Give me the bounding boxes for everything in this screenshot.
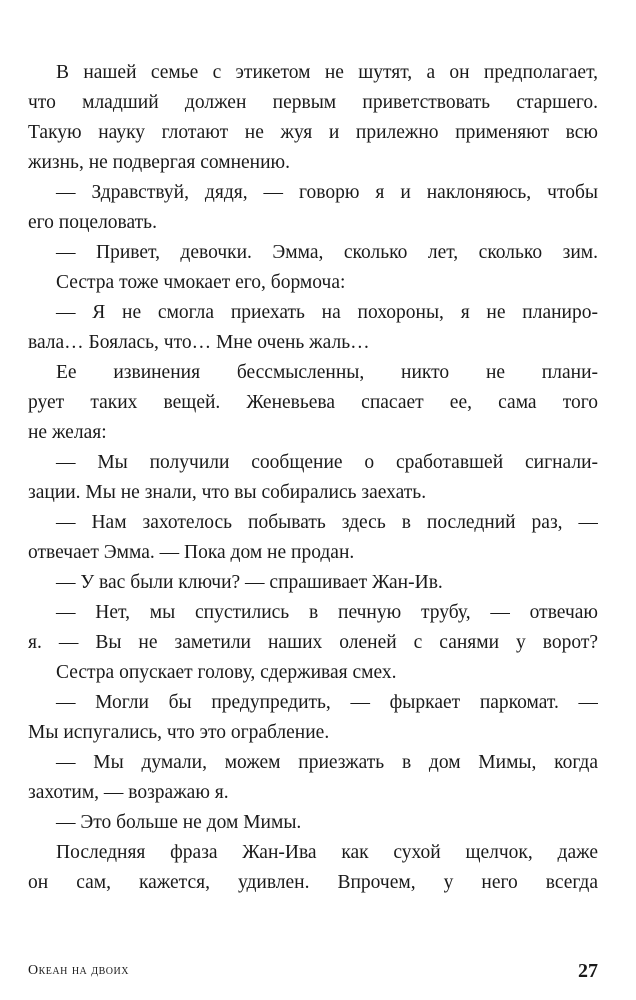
text-line: что младший должен первым приветствовать старшего. xyxy=(28,92,598,113)
text-line: вала… Боялась, что… Мне очень жаль… xyxy=(28,332,370,353)
text-line: — Могли бы предупредить, — фыркает паркомат. — xyxy=(56,692,598,713)
text-line: Сестра тоже чмокает его, бормоча: xyxy=(56,272,346,293)
text-line: — Я не смогла приехать на похороны, я не планиро- xyxy=(56,302,598,323)
text-line: он сам, кажется, удивлен. Впрочем, у него всегда xyxy=(28,872,598,893)
text-line: захотим, — возражаю я. xyxy=(28,782,229,803)
body-text xyxy=(28,58,598,898)
text-line: не желая: xyxy=(28,422,107,443)
text-line: я. — Вы не заметили наших оленей с санями у ворот? xyxy=(28,632,598,653)
text-line: — Здравствуй, дядя, — говорю я и наклоняюсь, чтобы xyxy=(56,182,598,203)
text-line: Сестра опускает голову, сдерживая смех. xyxy=(56,662,397,683)
text-line: Мы испугались, что это ограбление. xyxy=(28,722,330,743)
text-line: — Мы получили сообщение о сработавшей сигнали- xyxy=(56,452,598,473)
text-line: — Привет, девочки. Эмма, сколько лет, сколько зим. xyxy=(56,242,598,263)
page-number: 27 xyxy=(578,960,598,982)
text-line: — У вас были ключи? — спрашивает Жан-Ив. xyxy=(56,572,443,593)
text-line: — Мы думали, можем приезжать в дом Мимы, когда xyxy=(56,752,598,773)
text-line: В нашей семье с этикетом не шутят, а он предполагает, xyxy=(56,62,598,83)
text-line: отвечает Эмма. — Пока дом не продан. xyxy=(28,542,355,563)
text-line: Такую науку глотают не жуя и прилежно применяют всю xyxy=(28,122,598,143)
text-line: — Это больше не дом Мимы. xyxy=(56,812,302,833)
running-title: Океан на двоих xyxy=(28,963,129,978)
text-line: рует таких вещей. Женевьева спасает ее, сама того xyxy=(28,392,598,413)
text-line: жизнь, не подвергая сомнению. xyxy=(28,152,290,173)
text-line: его поцеловать. xyxy=(28,212,157,233)
page-footer xyxy=(28,958,598,984)
text-line: Ее извинения бессмысленны, никто не плани- xyxy=(56,362,598,383)
text-line: — Нет, мы спустились в печную трубу, — отвечаю xyxy=(56,602,598,623)
text-line: — Нам захотелось побывать здесь в последний раз, — xyxy=(56,512,598,533)
text-line: Последняя фраза Жан-Ива как сухой щелчок, даже xyxy=(56,842,598,863)
text-line: зации. Мы не знали, что вы собирались заехать. xyxy=(28,482,427,503)
